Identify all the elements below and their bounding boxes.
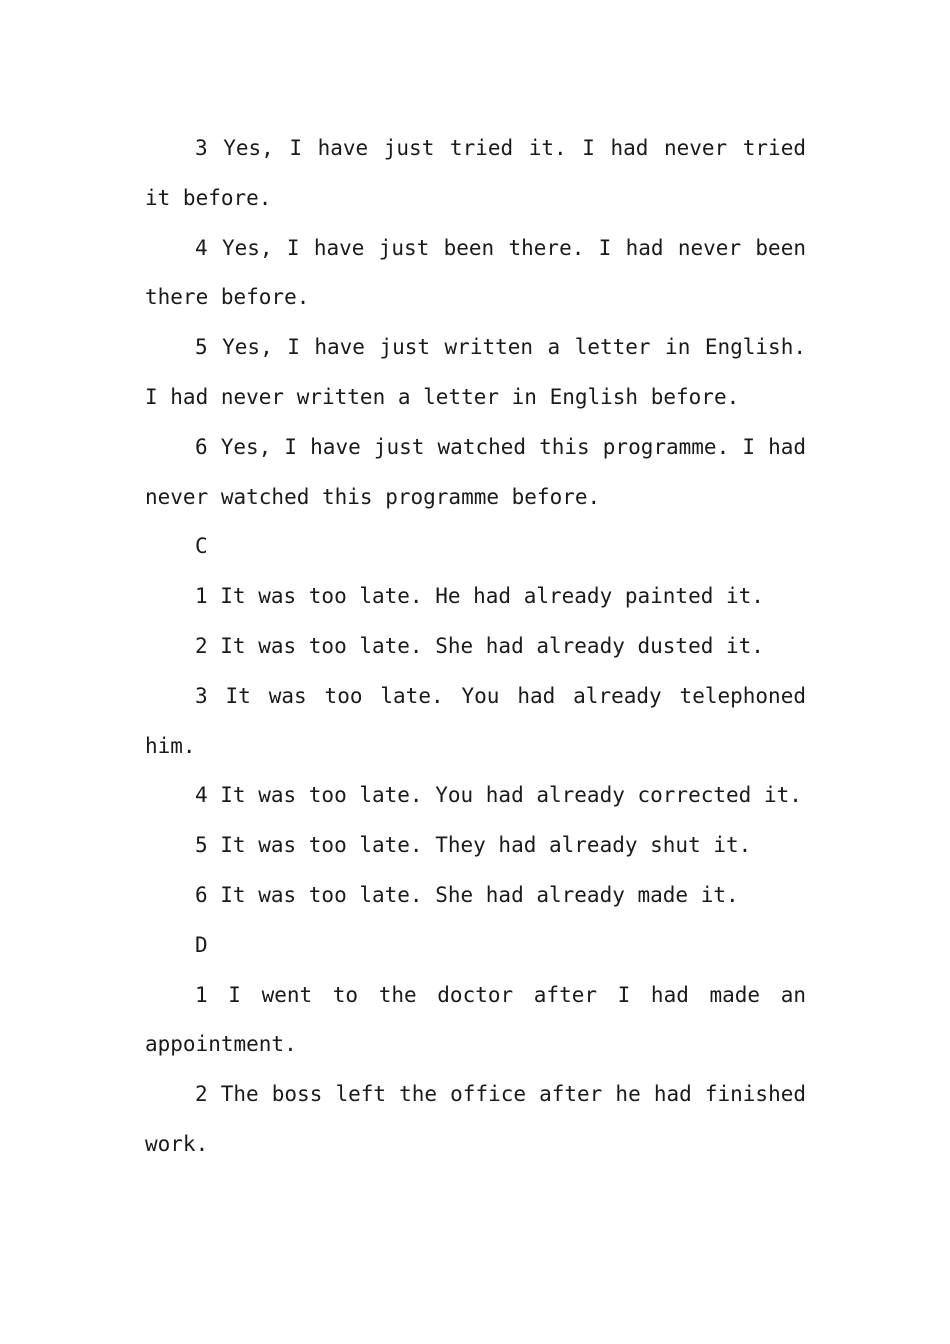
answer-c-1: 1 It was too late. He had already painted it. (195, 584, 764, 609)
answer-d-1: 1 I went to the doctor after I had made an appointment. (145, 982, 806, 1057)
answer-b-3: 3 Yes, I have just tried it. I had never tried it before. (145, 136, 806, 210)
answer-c-5: 5 It was too late. They had already shut it. (195, 833, 752, 858)
answer-b-4: 4 Yes, I have just been there. I had never been there before. (145, 235, 806, 310)
answer-d-2: 2 The boss left the office after he had finished work. (145, 1082, 806, 1156)
document-body (145, 124, 806, 1170)
answer-b-6: 6 Yes, I have just watched this programme. I had never watched this programme before. (145, 434, 806, 509)
section-d-heading: D (195, 932, 208, 957)
answer-c-2: 2 It was too late. She had already dusted it. (195, 633, 764, 658)
answer-c-4: 4 It was too late. You had already corrected it. (195, 783, 802, 808)
answer-c-6: 6 It was too late. She had already made it. (195, 882, 739, 907)
answer-c-3: 3 It was too late. You had already telephoned him. (145, 683, 806, 758)
answer-b-5: 5 Yes, I have just written a letter in English. I had never written a letter in English before. (145, 335, 806, 409)
section-c-heading: C (195, 534, 208, 559)
